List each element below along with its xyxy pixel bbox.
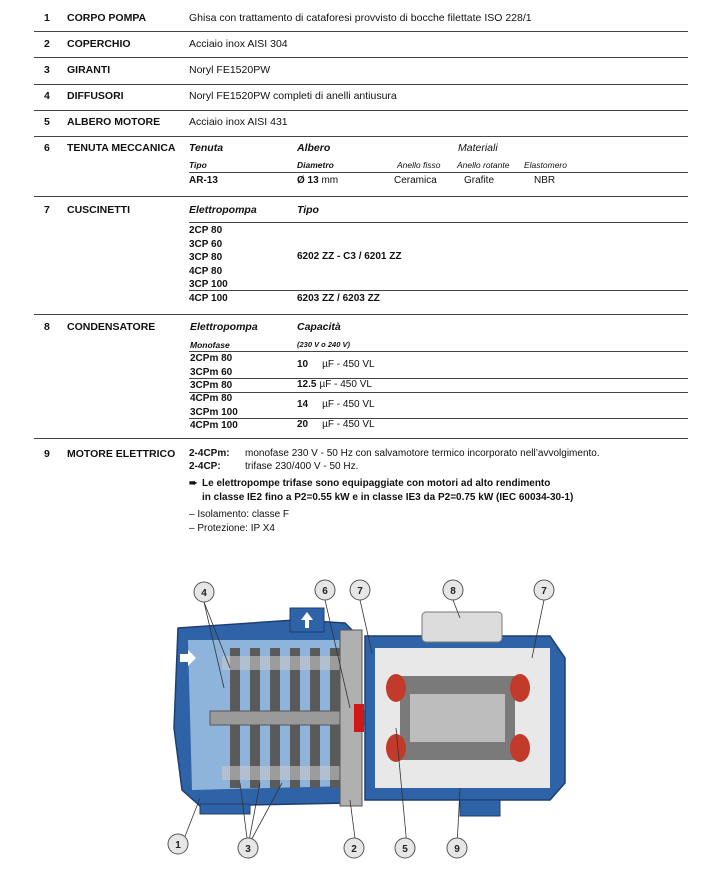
row-number: 8 (44, 321, 50, 333)
sub-header-anello-fisso: Anello fisso (397, 160, 441, 170)
bearing-model: 3CP 100 (189, 279, 228, 290)
capacitance-value: 14 µF - 450 VL (297, 399, 375, 410)
seal-fixed-ring-value: Ceramica (394, 175, 437, 186)
sub-header-elastomero: Elastomero (524, 160, 567, 170)
motor-single-phase-text: monofase 230 V - 50 Hz con salvamotore termico incorporato nell’avvolgimento. (245, 448, 600, 459)
callout-5 (395, 838, 415, 858)
callout-label: 9 (454, 844, 460, 855)
capacitance-value: 12.5 µF - 450 VL (297, 379, 372, 390)
bearing-model: 4CP 100 (189, 293, 228, 304)
motor-rotor (410, 694, 505, 742)
seal-diameter-value: Ø 13 mm (297, 175, 339, 186)
row-description: Ghisa con trattamento di cataforesi provvisto di bocche filettate ISO 228/1 (189, 12, 532, 24)
row-number: 4 (44, 90, 50, 102)
callout-label: 2 (351, 844, 357, 855)
winding (510, 674, 530, 702)
motor-three-phase-key: 2-4CP: (189, 461, 221, 472)
row-number: 9 (44, 448, 50, 460)
col-header-albero: Albero (297, 142, 331, 154)
sub-divider (189, 222, 688, 223)
row-label: TENUTA MECCANICA (67, 142, 176, 154)
col-header-tipo: Tipo (297, 204, 319, 216)
capacitor-model: 2CPm 80 (190, 353, 233, 364)
col-header-elettropompa: Elettropompa (189, 204, 257, 216)
efficiency-note-line: in classe IE2 fino a P2=0.55 kW e in classe IE3 da P2=0.75 kW (IEC 60034-30-1) (202, 492, 574, 503)
row-label: DIFFUSORI (67, 90, 124, 102)
capacitor-model: 3CPm 100 (190, 406, 238, 418)
row-description: Noryl FE1520PW (189, 64, 271, 76)
callout-7 (350, 580, 370, 600)
callout-3 (238, 838, 258, 858)
callout-label: 3 (245, 844, 251, 855)
capacitance-value: 10 µF - 450 VL (297, 359, 375, 370)
row-number: 1 (44, 12, 50, 24)
motor-single-phase-key: 2-4CPm: (189, 448, 230, 459)
row-divider (34, 31, 688, 32)
sub-divider (189, 378, 688, 379)
row-label: ALBERO MOTORE (67, 116, 161, 128)
sub-divider (189, 172, 688, 173)
sub-header-monofase: Monofase (190, 340, 230, 350)
mechanical-seal (354, 704, 364, 732)
callout-label: 1 (175, 840, 181, 851)
row-divider (34, 57, 688, 58)
row-label: CUSCINETTI (67, 204, 130, 216)
callout-label: 7 (541, 586, 547, 597)
row-divider (34, 438, 688, 439)
capacitance-value: 20 µF - 450 VL (297, 419, 375, 430)
capacitor-model-group (190, 392, 238, 419)
sub-header-voltage: (230 V o 240 V) (297, 340, 350, 349)
capacitor-model: 3CPm 80 (190, 380, 233, 391)
callout-7 (534, 580, 554, 600)
capacitor-model: 3CPm 60 (190, 366, 233, 378)
callout-6 (315, 580, 335, 600)
bearing-type-value: 6203 ZZ / 6203 ZZ (297, 293, 380, 304)
capacitor (422, 612, 502, 642)
row-label: GIRANTI (67, 64, 111, 76)
bearing-model: 3CP 60 (189, 238, 223, 250)
pump-cutaway-diagram (160, 578, 580, 863)
sub-divider (189, 392, 688, 393)
sub-header-anello-rotante: Anello rotante (457, 160, 510, 170)
row-divider (34, 136, 688, 137)
row-number: 6 (44, 142, 50, 154)
bearing-model: 3CP 80 (189, 252, 223, 263)
col-header-elettropompa: Elettropompa (190, 321, 258, 333)
seal-type-value: AR-13 (189, 175, 218, 186)
callout-label: 8 (450, 586, 456, 597)
row-divider (34, 314, 688, 315)
sub-header-diametro: Diametro (297, 160, 334, 170)
bearing-type-value: 6202 ZZ - C3 / 6201 ZZ (297, 251, 402, 262)
winding (386, 734, 406, 762)
row-number: 5 (44, 116, 50, 128)
motor-foot (460, 800, 500, 816)
winding (386, 674, 406, 702)
col-header-tenuta: Tenuta (189, 142, 224, 154)
row-description: Noryl FE1520PW completi di anelli antiusura (189, 90, 397, 102)
callout-2 (344, 838, 364, 858)
sub-divider (189, 351, 688, 352)
arrow-icon: ➨ (189, 478, 198, 489)
winding (510, 734, 530, 762)
row-label: COPERCHIO (67, 38, 131, 50)
callout-label: 4 (201, 588, 207, 599)
seal-elastomer-value: NBR (534, 175, 556, 186)
col-header-materiali: Materiali (458, 142, 498, 154)
callout-9 (447, 838, 467, 858)
callout-4 (194, 582, 214, 602)
callout-label: 5 (402, 844, 408, 855)
row-number: 7 (44, 204, 50, 216)
row-description: Acciaio inox AISI 431 (189, 116, 288, 128)
row-label: CORPO POMPA (67, 12, 147, 24)
row-divider (34, 84, 688, 85)
row-label: CONDENSATORE (67, 321, 156, 333)
row-description: Acciaio inox AISI 304 (189, 38, 288, 50)
col-header-capacita: Capacità (297, 321, 341, 333)
efficiency-note-line: Le elettropompe trifase sono equipaggiate con motori ad alto rendimento (202, 478, 551, 489)
sub-divider (189, 418, 688, 419)
callout-1 (168, 834, 188, 854)
row-label: MOTORE ELETTRICO (67, 448, 176, 460)
protection-text: – Protezione: IP X4 (189, 523, 275, 534)
sub-header-tipo: Tipo (189, 160, 207, 170)
bearing-model: 4CP 80 (189, 265, 223, 277)
sub-divider (189, 290, 688, 291)
callout-label: 6 (322, 586, 328, 597)
motor-three-phase-text: trifase 230/400 V - 50 Hz. (245, 461, 359, 472)
row-divider (34, 196, 688, 197)
row-divider (34, 110, 688, 111)
capacitor-model: 4CPm 100 (190, 420, 238, 431)
insulation-text: – Isolamento: classe F (189, 509, 290, 520)
row-number: 2 (44, 38, 50, 50)
callout-8 (443, 580, 463, 600)
capacitor-model: 4CPm 80 (190, 393, 233, 404)
callout-label: 7 (357, 586, 363, 597)
bearing-model: 2CP 80 (189, 225, 223, 236)
capacitor-model-group (190, 352, 232, 379)
row-number: 3 (44, 64, 50, 76)
seal-rotating-ring-value: Grafite (464, 175, 495, 186)
bearing-model-list (189, 224, 228, 292)
